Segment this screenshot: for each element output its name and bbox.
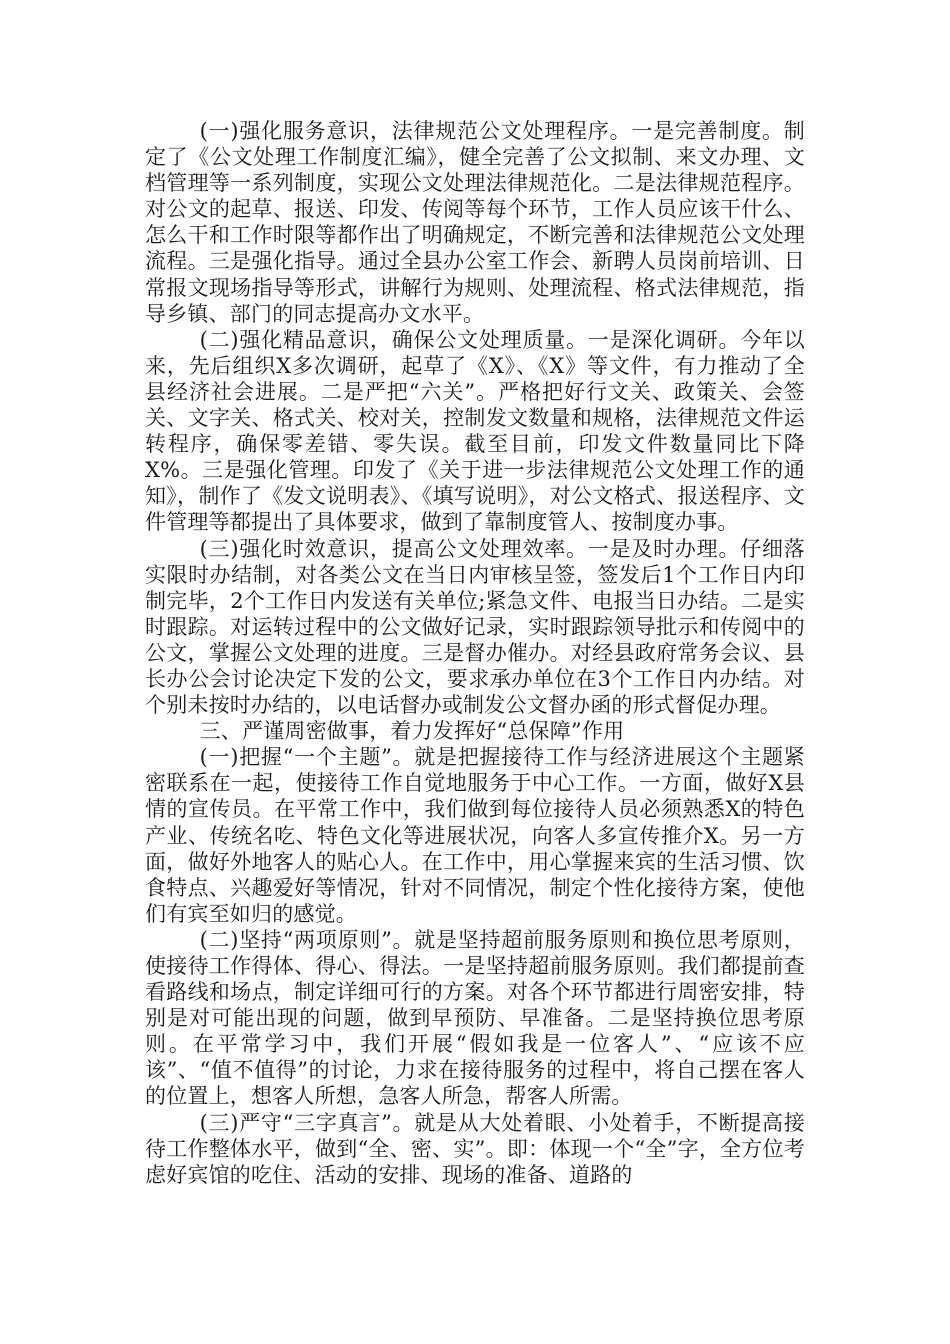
paragraph-4: (一)把握“一个主题”。就是把握接待工作与经济进展这个主题紧密联系在一起，使接待工作自觉地服务于中心工作。一方面，做好X县情的宣传员。在平常工作中，我们做到每位接待人员必须熟悉X的特色产业、传统名吃、特色文化等进展状况，向客人多宣传推介X。另一方面，做好外地客人的贴心人。在工作中，用心掌握来宾的生活习惯、饮食特点、兴趣爱好等情况，针对不同情况，制定个性化接待方案，使他们有宾至如归的感觉。 xyxy=(145,745,805,926)
paragraph-6: (三)严守“三字真言”。就是从大处着眼、小处着手，不断提高接待工作整体水平，做到“全、密、实”。即：体现一个“全”字，全方位考虑好宾馆的吃住、活动的安排、现场的准备、道路的 xyxy=(145,1110,805,1187)
paragraph-2: (二)强化精品意识，确保公文处理质量。一是深化调研。今年以来，先后组织X多次调研，起草了《X》、《X》等文件，有力推动了全县经济社会进展。二是严把“六关”。严格把好行文关、政策关、会签关、文字关、格式关、校对关，控制发文数量和规格，法律规范文件运转程序，确保零差错、零失误。截至目前，印发文件数量同比下降X%。三是强化管理。印发了《关于进一步法律规范公文处理工作的通知》，制作了《发文说明表》、《填写说明》，对公文格式、报送程序、文件管理等都提出了具体要求，做到了靠制度管人、按制度办事。 xyxy=(145,327,805,535)
section-heading: 三、严谨周密做事，着力发挥好“总保障”作用 xyxy=(199,719,625,744)
paragraph-5: (二)坚持“两项原则”。就是坚持超前服务原则和换位思考原则，使接待工作得体、得心、得法。一是坚持超前服务原则。我们都提前查看路线和场点，制定详细可行的方案。对各个环节都进行周密安排，特别是对可能出现的问题，做到早预防、早准备。二是坚持换位思考原则。在平常学习中，我们开展“假如我是一位客人”、“应该不应该”、“值不值得”的讨论，力求在接待服务的过程中，将自己摆在客人的位置上，想客人所想，急客人所急，帮客人所需。 xyxy=(145,927,805,1109)
paragraph-3: (三)强化时效意识，提高公文处理效率。一是及时办理。仔细落实限时办结制，对各类公文在当日内审核呈签，签发后1个工作日内印制完毕，2个工作日内发送有关单位;紧急文件、电报当日办结。二是实时跟踪。对运转过程中的公文做好记录，实时跟踪领导批示和传阅中的公文，掌握公文处理的进度。三是督办催办。对经县政府常务会议、县长办公会讨论决定下发的公文，要求承办单位在3个工作日内办结。对个别未按时办结的，以电话督办或制发公文督办函的形式督促办理。 xyxy=(145,536,805,718)
document-body xyxy=(145,118,805,1188)
paragraph-1: (一)强化服务意识，法律规范公文处理程序。一是完善制度。制定了《公文处理工作制度汇编》，健全完善了公文拟制、来文办理、文档管理等一系列制度，实现公文处理法律规范化。二是法律规范程序。对公文的起草、报送、印发、传阅等每个环节，工作人员应该干什么、怎么干和工作时限等都作出了明确规定，不断完善和法律规范公文处理流程。三是强化指导。通过全县办公室工作会、新聘人员岗前培训、日常报文现场指导等形式，讲解行为规则、处理流程、格式法律规范，指导乡镇、部门的同志提高办文水平。 xyxy=(145,119,805,326)
